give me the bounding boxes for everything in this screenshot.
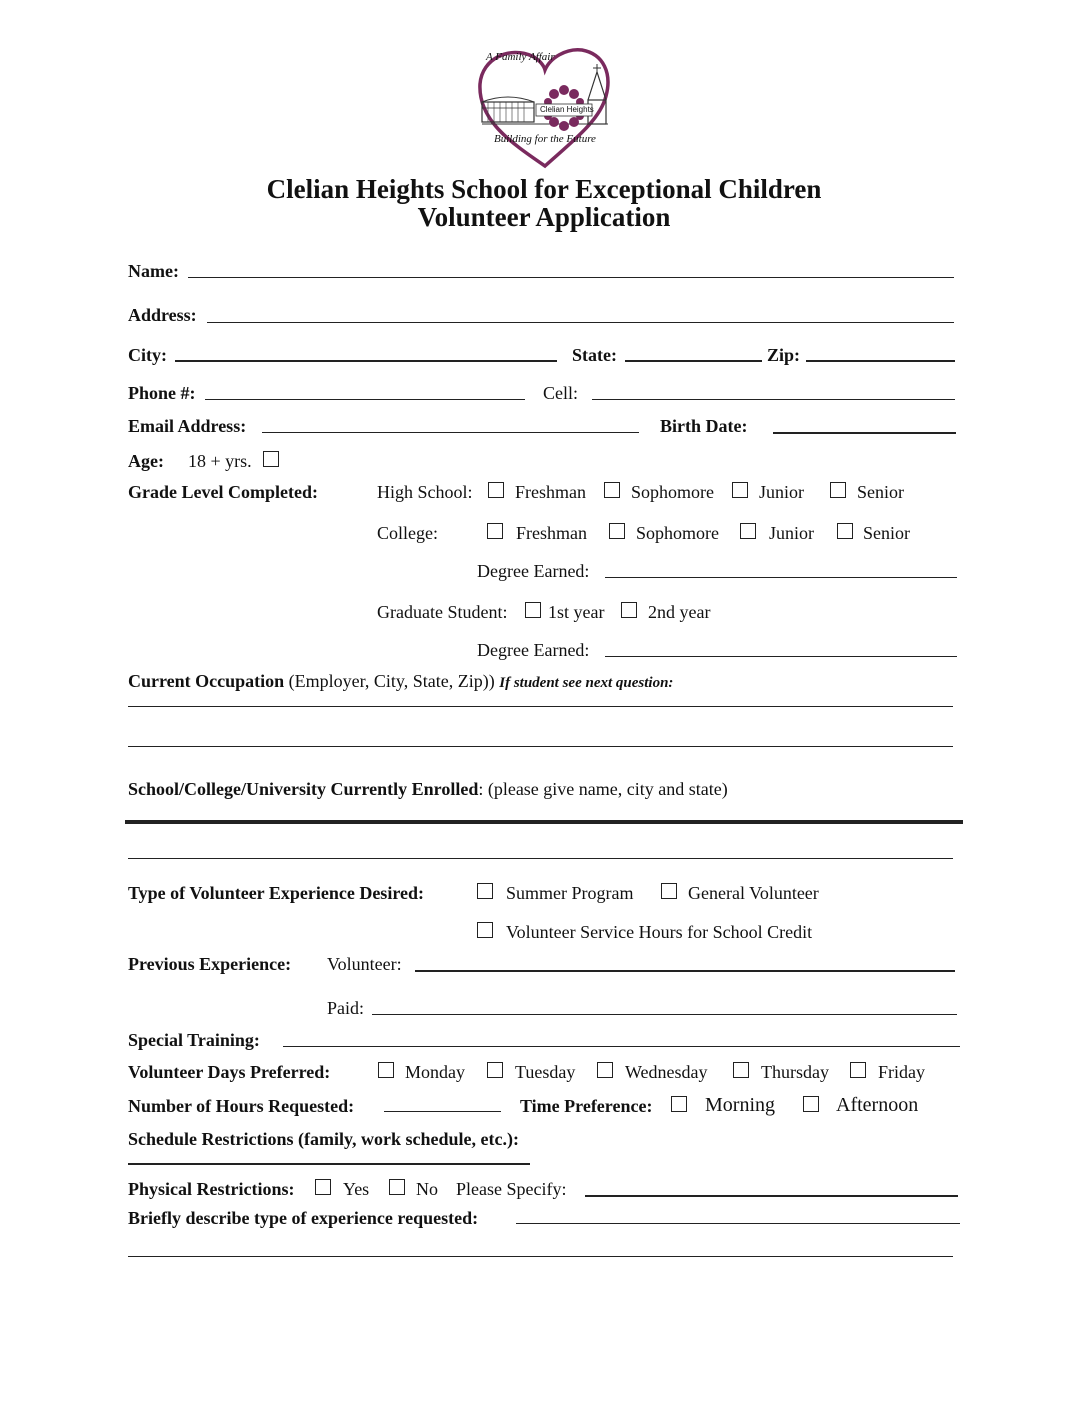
logo-tagline-top: A Family Affair (486, 51, 555, 63)
school-credit-label: Volunteer Service Hours for School Credit (506, 922, 813, 942)
special-training-label: Special Training: (128, 1030, 260, 1050)
email-label: Email Address: (128, 416, 247, 436)
volunteer-exp-label: Volunteer: (327, 954, 402, 974)
college-degree-label: Degree Earned: (477, 561, 590, 581)
college-degree-field[interactable] (605, 577, 957, 578)
cell-label: Cell: (543, 383, 578, 403)
college-junior-label: Junior (769, 523, 814, 543)
grad-degree-label: Degree Earned: (477, 640, 590, 660)
hs-sophomore-checkbox[interactable] (604, 482, 620, 498)
college-senior-label: Senior (863, 523, 910, 543)
school-field-2[interactable] (128, 858, 953, 859)
address-label: Address: (128, 305, 197, 325)
physical-specify-field[interactable] (585, 1195, 958, 1197)
friday-label: Friday (878, 1062, 925, 1082)
schedule-restrictions-label: Schedule Restrictions (family, work schedule, etc.): (128, 1129, 519, 1149)
hours-requested-field[interactable] (384, 1111, 501, 1112)
city-label: City: (128, 345, 167, 365)
paid-exp-field[interactable] (372, 1014, 957, 1015)
thursday-label: Thursday (761, 1062, 829, 1082)
zip-field[interactable] (806, 360, 955, 362)
occupation-row (128, 672, 673, 691)
monday-checkbox[interactable] (378, 1062, 394, 1078)
paid-exp-label: Paid: (327, 998, 365, 1018)
time-preference-label: Time Preference: (520, 1096, 653, 1116)
occupation-field-1[interactable] (128, 706, 953, 707)
email-field[interactable] (262, 432, 639, 433)
hs-senior-checkbox[interactable] (830, 482, 846, 498)
describe-experience-field-1[interactable] (516, 1223, 960, 1224)
general-volunteer-checkbox[interactable] (661, 883, 677, 899)
friday-checkbox[interactable] (850, 1062, 866, 1078)
college-junior-checkbox[interactable] (740, 523, 756, 539)
days-preferred-label: Volunteer Days Preferred: (128, 1062, 331, 1082)
general-volunteer-label: General Volunteer (688, 883, 819, 903)
school-detail: : (please give name, city and state) (478, 779, 728, 799)
previous-experience-label: Previous Experience: (128, 954, 292, 974)
school-field-1[interactable] (125, 820, 963, 824)
graduate-label: Graduate Student: (377, 602, 508, 622)
page-title: Clelian Heights School for Exceptional Children (266, 174, 822, 204)
morning-label: Morning (705, 1094, 775, 1116)
age-18-checkbox[interactable] (263, 451, 279, 467)
physical-specify-label: Please Specify: (456, 1179, 567, 1199)
state-label: State: (572, 345, 617, 365)
school-row (128, 780, 728, 798)
grad-degree-field[interactable] (605, 656, 957, 657)
tuesday-label: Tuesday (515, 1062, 576, 1082)
wednesday-checkbox[interactable] (597, 1062, 613, 1078)
afternoon-label: Afternoon (836, 1094, 919, 1116)
college-sophomore-label: Sophomore (636, 523, 719, 543)
college-sophomore-checkbox[interactable] (609, 523, 625, 539)
hs-junior-label: Junior (759, 482, 804, 502)
wednesday-label: Wednesday (625, 1062, 708, 1082)
college-freshman-label: Freshman (516, 523, 587, 543)
physical-no-checkbox[interactable] (389, 1179, 405, 1195)
occupation-detail: (Employer, City, State, Zip)) (288, 671, 495, 691)
address-field[interactable] (207, 322, 954, 323)
hs-freshman-checkbox[interactable] (488, 482, 504, 498)
college-label: College: (377, 523, 438, 543)
occupation-note: If student see next question: (499, 675, 674, 691)
tuesday-checkbox[interactable] (487, 1062, 503, 1078)
grad-second-year-checkbox[interactable] (621, 602, 637, 618)
page-subtitle: Volunteer Application (417, 202, 671, 232)
grad-first-year-checkbox[interactable] (525, 602, 541, 618)
school-logo (470, 42, 620, 172)
grad-first-year-label: 1st year (548, 602, 605, 622)
physical-yes-checkbox[interactable] (315, 1179, 331, 1195)
name-label: Name: (128, 261, 179, 281)
logo-center-text: Clelian Heights (540, 105, 594, 114)
describe-experience-field-2[interactable] (128, 1256, 953, 1257)
college-freshman-checkbox[interactable] (487, 523, 503, 539)
high-school-label: High School: (377, 482, 473, 502)
hs-freshman-label: Freshman (515, 482, 586, 502)
describe-experience-label: Briefly describe type of experience requested: (128, 1208, 479, 1228)
volunteer-exp-field[interactable] (415, 970, 955, 972)
name-field[interactable] (188, 277, 954, 278)
hs-junior-checkbox[interactable] (732, 482, 748, 498)
grade-level-label: Grade Level Completed: (128, 482, 318, 502)
physical-yes-label: Yes (343, 1179, 370, 1199)
summer-program-label: Summer Program (506, 883, 634, 903)
birth-date-field[interactable] (773, 432, 956, 434)
school-credit-checkbox[interactable] (477, 922, 493, 938)
cell-field[interactable] (592, 399, 955, 400)
physical-no-label: No (416, 1179, 438, 1199)
city-field[interactable] (175, 360, 557, 362)
hours-requested-label: Number of Hours Requested: (128, 1096, 355, 1116)
occupation-field-2[interactable] (128, 746, 953, 747)
physical-restrictions-label: Physical Restrictions: (128, 1179, 295, 1199)
special-training-field[interactable] (283, 1046, 960, 1047)
grad-second-year-label: 2nd year (648, 602, 711, 622)
school-label: School/College/University Currently Enrolled (128, 779, 479, 799)
hs-senior-label: Senior (857, 482, 904, 502)
summer-program-checkbox[interactable] (477, 883, 493, 899)
occupation-label: Current Occupation (128, 671, 285, 691)
phone-field[interactable] (205, 399, 525, 400)
state-field[interactable] (625, 360, 762, 362)
afternoon-checkbox[interactable] (803, 1096, 819, 1112)
schedule-restrictions-field[interactable] (128, 1163, 530, 1165)
experience-type-label: Type of Volunteer Experience Desired: (128, 883, 424, 903)
phone-label: Phone #: (128, 383, 196, 403)
logo-tagline-bottom: Building for the Future (494, 133, 596, 145)
zip-label: Zip: (767, 345, 801, 365)
age-label: Age: (128, 451, 164, 471)
hs-sophomore-label: Sophomore (631, 482, 714, 502)
monday-label: Monday (405, 1062, 465, 1082)
birth-date-label: Birth Date: (660, 416, 748, 436)
morning-checkbox[interactable] (671, 1096, 687, 1112)
age-option-label: 18 + yrs. (188, 451, 252, 471)
thursday-checkbox[interactable] (733, 1062, 749, 1078)
college-senior-checkbox[interactable] (837, 523, 853, 539)
